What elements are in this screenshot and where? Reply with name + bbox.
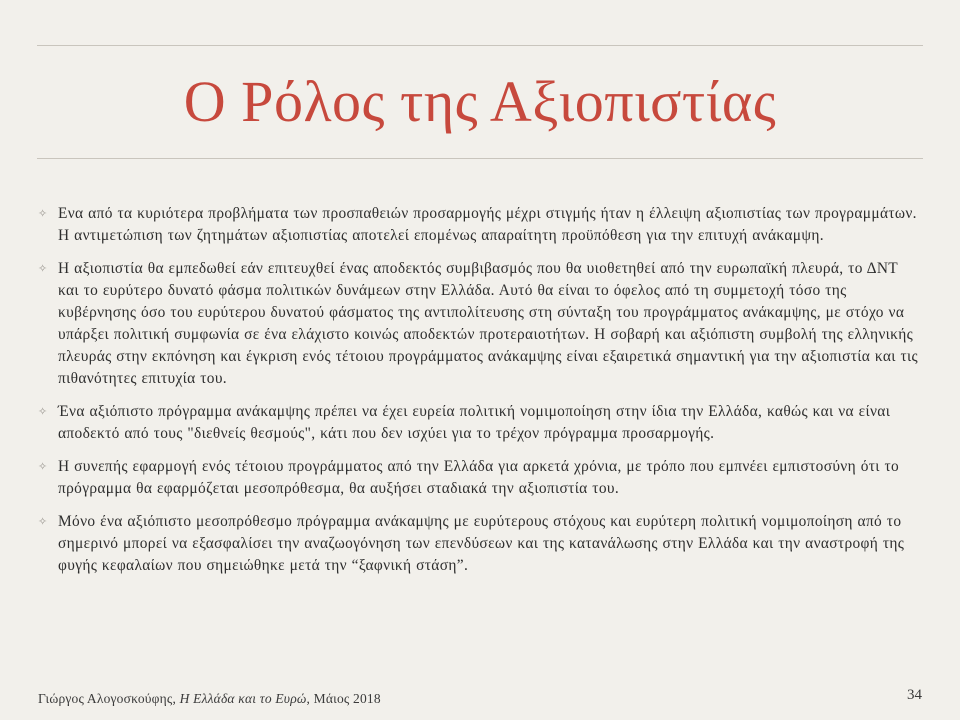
list-item	[38, 401, 922, 445]
diamond-outline-icon: ✧	[38, 461, 48, 473]
list-item	[38, 258, 922, 390]
slide-title: Ο Ρόλος της Αξιοπιστίας	[183, 69, 777, 134]
diamond-outline-icon: ✧	[38, 263, 48, 275]
footer-author: Γιώργος Αλογοσκούφης,	[38, 691, 180, 706]
footer-book-title: Η Ελλάδα και το Ευρώ	[179, 691, 307, 706]
footer-citation	[38, 690, 381, 708]
list-item	[38, 203, 922, 247]
page-number: 34	[907, 687, 922, 703]
title-divider	[37, 158, 923, 159]
bullet-list	[38, 203, 922, 588]
diamond-outline-icon: ✧	[38, 208, 48, 220]
bullet-text: Η αξιοπιστία θα εμπεδωθεί εάν επιτευχθεί ένας αποδεκτός συμβιβασμός που θα υιοθετηθεί από την ευρωπαϊκή πλευρά, το ΔΝΤ και το ευρύτερο δυνατό φάσμα πολιτικών δυνάμεων στην Ελλάδα. Αυτό θα είναι το όφελος από τη συμμετοχή τόσο της κυβέρνησης όσο του ευρύτερου δυνατού φάσματος της αντιπολίτευσης στη σύνταξη του προγράμματος ανάκαμψης, με στόχο να υπάρξει πολιτική συμφωνία σε ένα ελάχιστο κοινώς αποδεκτών προτεραιοτήτων. Η σοβαρή και αξιόπιστη συμβολή της ελληνικής πλευράς στην εκπόνηση και έγκριση ενός τέτοιου προγράμματος ανάκαμψης είναι εξαιρετικά σημαντική για την αξιοπιστία και τις πιθανότητες επιτυχία του.	[58, 260, 918, 387]
footer-date: , Μάιος 2018	[306, 691, 381, 706]
top-divider	[37, 45, 923, 46]
bullet-text: Η συνεπής εφαρμογή ενός τέτοιου προγράμματος από την Ελλάδα για αρκετά χρόνια, με τρόπο που εμπνέει εμπιστοσύνη ότι το πρόγραμμα θα εφαρμόζεται μεσοπρόθεσμα, θα αυξήσει σταδιακά την αξιοπιστία του.	[58, 458, 900, 497]
list-item	[38, 511, 922, 577]
bullet-text: Ένα αξιόπιστο πρόγραμμα ανάκαμψης πρέπει να έχει ευρεία πολιτική νομιμοποίηση στην ίδια την Ελλάδα, καθώς και να είναι αποδεκτό από τους "διεθνείς θεσμούς", κάτι που δεν ισχύει για το τρέχον πρόγραμμα προσαρμογής.	[58, 403, 891, 442]
diamond-outline-icon: ✧	[38, 406, 48, 418]
bullet-text: Ενα από τα κυριότερα προβλήματα των προσπαθειών προσαρμογής μέχρι στιγμής ήταν η έλλειψη αξιοπιστίας των προγραμμάτων. Η αντιμετώπιση των ζητημάτων αξιοπιστίας αποτελεί επομένως απαραίτητη προϋπόθεση για την επιτυχή ανάκαμψη.	[58, 205, 917, 244]
list-item	[38, 456, 922, 500]
diamond-outline-icon: ✧	[38, 516, 48, 528]
bullet-text: Μόνο ένα αξιόπιστο μεσοπρόθεσμο πρόγραμμα ανάκαμψης με ευρύτερους στόχους και ευρύτερη πολιτική νομιμοποίηση από το σημερινό μπορεί να εξασφαλίσει την αναζωογόνηση των επενδύσεων και της κατανάλωσης στην Ελλάδα και την αναστροφή της φυγής κεφαλαίων που σημειώθηκε μετά την “ξαφνική στάση”.	[58, 513, 905, 574]
